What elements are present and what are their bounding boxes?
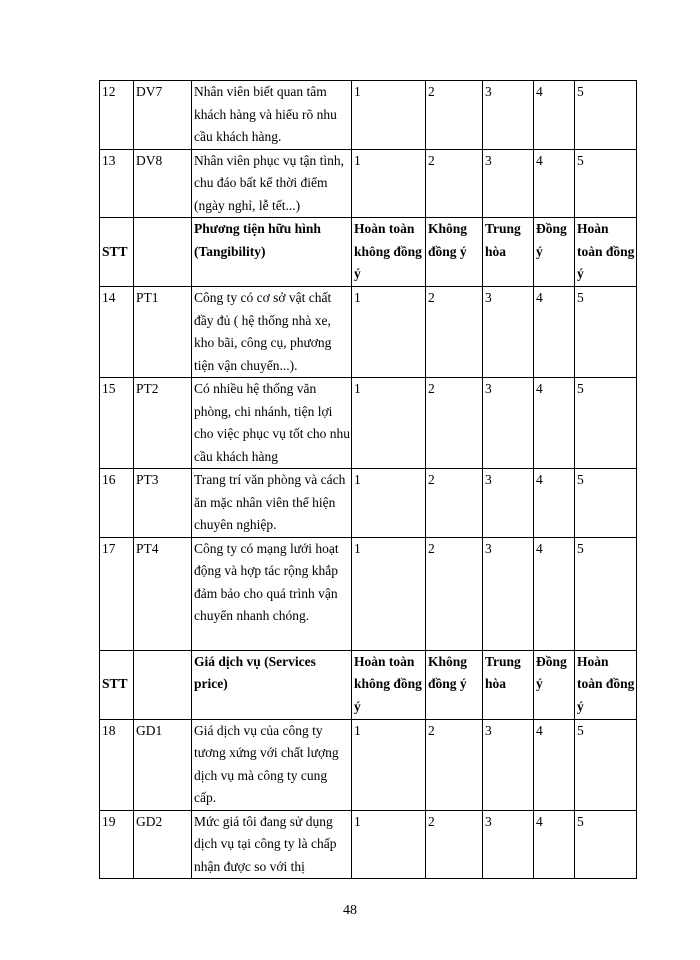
score-cell: 3 (483, 810, 534, 879)
score-cell: 4 (534, 81, 575, 150)
scale-header: Hoàn toàn đồng ý (575, 218, 637, 287)
page-number: 48 (343, 903, 357, 918)
score-cell: 5 (575, 719, 637, 810)
score-cell: 3 (483, 378, 534, 469)
code-cell: PT1 (134, 287, 192, 378)
score-cell: 2 (426, 719, 483, 810)
score-cell: 3 (483, 469, 534, 538)
scale-header: Đồng ý (534, 218, 575, 287)
score-cell: 5 (575, 287, 637, 378)
code-header (134, 218, 192, 287)
description-cell: Giá dịch vụ của công ty tương xứng với chất lượng dịch vụ mà công ty cung cấp. (192, 719, 352, 810)
stt-cell: 16 (100, 469, 134, 538)
scale-header: Đồng ý (534, 650, 575, 719)
code-cell: PT3 (134, 469, 192, 538)
table-row (100, 469, 637, 538)
description-cell: Có nhiều hệ thống văn phòng, chi nhánh, tiện lợi cho việc phục vụ tốt cho nhu cầu khách hàng (192, 378, 352, 469)
score-cell: 2 (426, 149, 483, 218)
stt-cell: 12 (100, 81, 134, 150)
score-cell: 5 (575, 810, 637, 879)
score-cell: 3 (483, 537, 534, 650)
score-cell: 2 (426, 81, 483, 150)
score-cell: 5 (575, 378, 637, 469)
table-row (100, 378, 637, 469)
section-title: Giá dịch vụ (Services price) (192, 650, 352, 719)
score-cell: 5 (575, 469, 637, 538)
section-header-row (100, 650, 637, 719)
table-row (100, 81, 637, 150)
description-cell: Nhân viên phục vụ tận tình, chu đáo bất kể thời điểm (ngày nghỉ, lễ tết...) (192, 149, 352, 218)
score-cell: 4 (534, 149, 575, 218)
scale-header: Hoàn toàn không đồng ý (352, 650, 426, 719)
code-cell: DV7 (134, 81, 192, 150)
section-title: Phương tiện hữu hình (Tangibility) (192, 218, 352, 287)
scale-header: Hoàn toàn đồng ý (575, 650, 637, 719)
score-cell: 1 (352, 287, 426, 378)
scale-header: Không đồng ý (426, 650, 483, 719)
table-row (100, 287, 637, 378)
score-cell: 2 (426, 810, 483, 879)
stt-cell: 15 (100, 378, 134, 469)
description-cell: Nhân viên biết quan tâm khách hàng và hiểu rõ nhu cầu khách hàng. (192, 81, 352, 150)
score-cell: 1 (352, 719, 426, 810)
stt-cell: 14 (100, 287, 134, 378)
scale-header: Không đồng ý (426, 218, 483, 287)
score-cell: 5 (575, 537, 637, 650)
score-cell: 4 (534, 287, 575, 378)
code-cell: DV8 (134, 149, 192, 218)
score-cell: 4 (534, 719, 575, 810)
table-row (100, 719, 637, 810)
score-cell: 2 (426, 537, 483, 650)
score-cell: 2 (426, 378, 483, 469)
score-cell: 1 (352, 469, 426, 538)
score-cell: 1 (352, 149, 426, 218)
section-header-row (100, 218, 637, 287)
stt-cell: 13 (100, 149, 134, 218)
score-cell: 3 (483, 719, 534, 810)
score-cell: 5 (575, 149, 637, 218)
score-cell: 1 (352, 81, 426, 150)
score-cell: 4 (534, 378, 575, 469)
score-cell: 5 (575, 81, 637, 150)
stt-header: STT (100, 218, 134, 287)
score-cell: 2 (426, 469, 483, 538)
scale-header: Trung hòa (483, 650, 534, 719)
score-cell: 4 (534, 537, 575, 650)
score-cell: 1 (352, 810, 426, 879)
score-cell: 4 (534, 469, 575, 538)
description-cell: Trang trí văn phòng và cách ăn mặc nhân viên thể hiện chuyên nghiệp. (192, 469, 352, 538)
table-row (100, 537, 637, 650)
code-header (134, 650, 192, 719)
table-row (100, 149, 637, 218)
stt-cell: 17 (100, 537, 134, 650)
code-cell: GD2 (134, 810, 192, 879)
survey-table (99, 80, 637, 879)
stt-header: STT (100, 650, 134, 719)
score-cell: 3 (483, 287, 534, 378)
code-cell: GD1 (134, 719, 192, 810)
score-cell: 1 (352, 537, 426, 650)
description-cell: Công ty có cơ sở vật chất đầy đủ ( hệ thống nhà xe, kho bãi, công cụ, phương tiện vận chuyển...). (192, 287, 352, 378)
scale-header: Hoàn toàn không đồng ý (352, 218, 426, 287)
score-cell: 3 (483, 81, 534, 150)
score-cell: 1 (352, 378, 426, 469)
code-cell: PT2 (134, 378, 192, 469)
scale-header: Trung hòa (483, 218, 534, 287)
score-cell: 3 (483, 149, 534, 218)
description-cell: Mức giá tôi đang sử dụng dịch vụ tại công ty là chấp nhận được so với thị (192, 810, 352, 879)
description-cell: Công ty có mạng lưới hoạt động và hợp tác rộng khắp đảm bảo cho quá trình vận chuyển nhanh chóng. (192, 537, 352, 650)
stt-cell: 18 (100, 719, 134, 810)
score-cell: 4 (534, 810, 575, 879)
score-cell: 2 (426, 287, 483, 378)
code-cell: PT4 (134, 537, 192, 650)
stt-cell: 19 (100, 810, 134, 879)
table-row (100, 810, 637, 879)
